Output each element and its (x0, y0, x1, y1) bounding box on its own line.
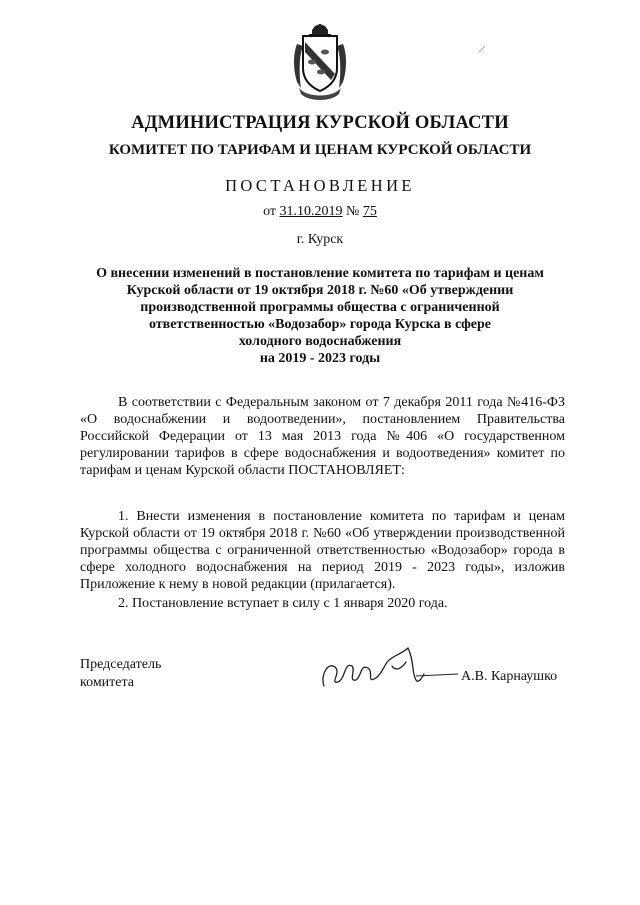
handwritten-signature-icon (318, 638, 458, 696)
position-line: Председатель (80, 657, 162, 672)
subject-line: Курской области от 19 октября 2018 г. №60 «Об утверждении (126, 283, 514, 298)
coat-of-arms-icon (289, 24, 351, 104)
subject-line: ответственностью «Водозабор» города Курска в сфере (148, 317, 492, 332)
item-2-paragraph: 2. Постановление вступает в силу с 1 января 2020 года. (118, 596, 448, 611)
subject-line: О внесении изменений в постановление комитета по тарифам и ценам (96, 266, 544, 281)
position-line: комитета (80, 675, 135, 690)
committee-title: КОМИТЕТ ПО ТАРИФАМ И ЦЕНАМ КУРСКОЙ ОБЛАСТИ (108, 142, 532, 158)
subject-line: холодного водоснабжения (238, 334, 402, 349)
document-type: ПОСТАНОВЛЕНИЕ (225, 176, 415, 195)
document-date: 31.10.2019 (279, 204, 343, 219)
signatory-name: А.В. Карнаушко (461, 669, 558, 684)
document-date-number (0, 204, 640, 220)
document-subject (70, 265, 570, 367)
date-prefix: от (263, 204, 280, 219)
preamble-paragraph: В соответствии с Федеральным законом от 7 декабря 2011 года №416-ФЗ «О водоснабжении и водоотведении», постановлением Правительства Российской Федерации от 13 мая 2013 года №406 «О государственном регулировании тарифов в сфере водоснабжения и водоотведения» комитет по тарифам и ценам Курской области ПОСТАНОВЛЯЕТ: (80, 395, 565, 478)
subject-line: на 2019 - 2023 годы (259, 351, 381, 366)
item-1-paragraph: 1. Внести изменения в постановление комитета по тарифам и ценам Курской области от 19 октября 2018 г. №60 «Об утверждении производственной программы общества с ограниченной ответственностью «Водозабор» города в сфере холодного водоснабжения на период 2019 - 2023 годы», изложив Приложение к нему в новой редакции (прилагается). (80, 509, 565, 592)
scan-mark (478, 40, 486, 48)
organization-title: АДМИНИСТРАЦИЯ КУРСКОЙ ОБЛАСТИ (131, 113, 509, 133)
number-prefix: № (342, 204, 363, 219)
subject-line: производственной программы общества с ограниченной (140, 300, 500, 315)
signatory-position (80, 656, 161, 692)
document-number: 75 (362, 204, 377, 219)
document-city: г. Курск (296, 232, 344, 247)
